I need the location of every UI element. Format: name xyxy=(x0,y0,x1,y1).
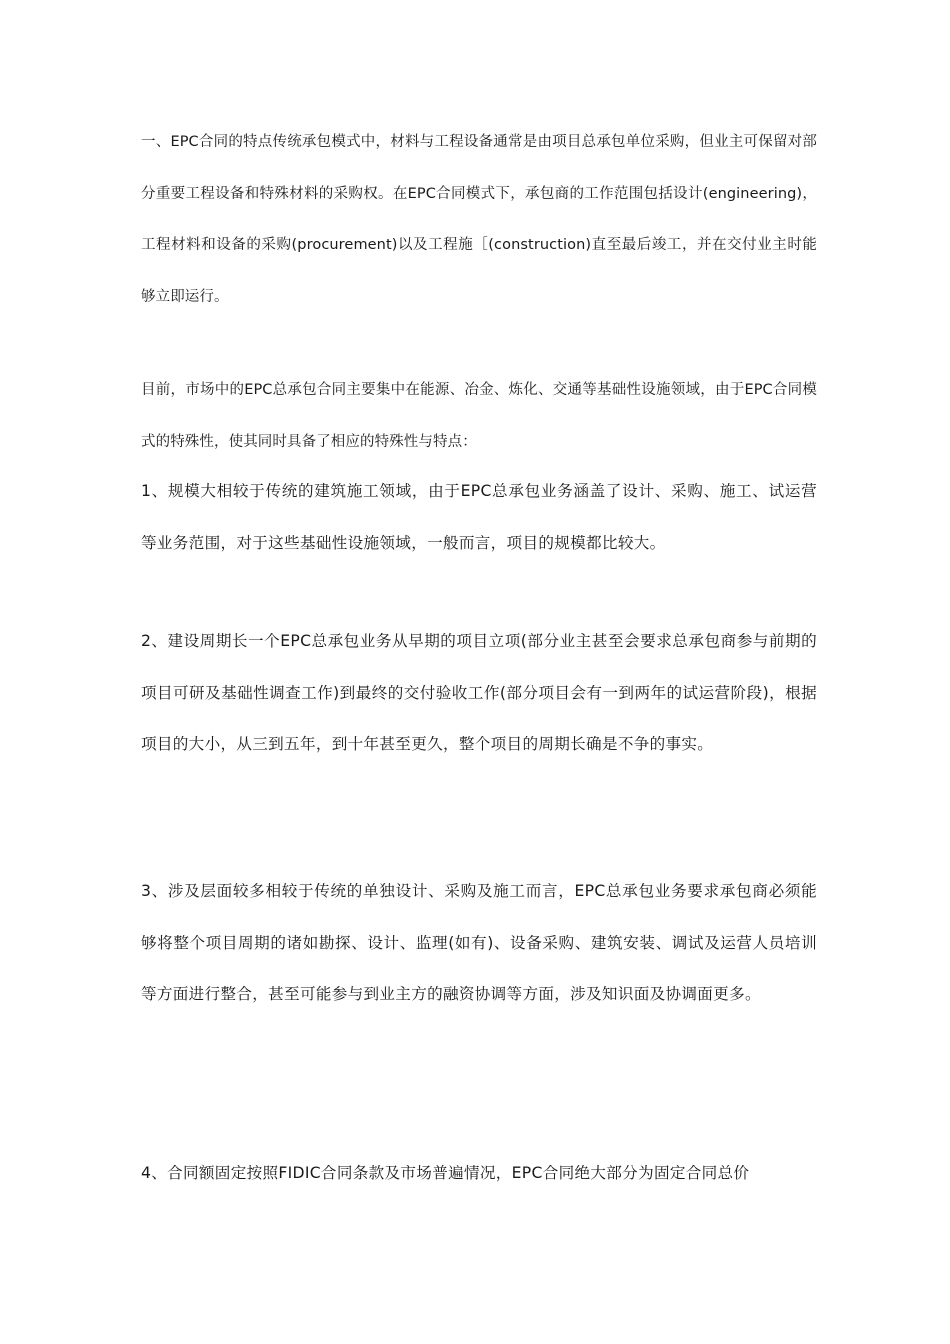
paragraph-epc-contract-features: 一、EPC合同的特点传统承包模式中，材料与工程设备通常是由项目总承包单位采购，但业主可保留对部分重要工程设备和特殊材料的采购权。在EPC合同模式下，承包商的工作范围包括设计(engineering)，工程材料和设备的采购(procurement)以及工程施［(construction)直至最后竣工，并在交付业主时能够立即运行。 xyxy=(141,134,817,305)
paragraph-point-1-large-scale: 1、规模大相较于传统的建筑施工领域，由于EPC总承包业务涵盖了设计、采购、施工、试运营等业务范围，对于这些基础性设施领域，一般而言，项目的规模都比较大。 xyxy=(141,482,817,552)
paragraph-point-2-long-period: 2、建设周期长一个EPC总承包业务从早期的项目立项(部分业主甚至会要求总承包商参与前期的项目可研及基础性调查工作)到最终的交付验收工作(部分项目会有一到两年的试运营阶段)，根据项目的大小，从三到五年，到十年甚至更久，整个项目的周期长确是不争的事实。 xyxy=(141,632,817,753)
paragraph-point-4-fixed-amount: 4、合同额固定按照FIDIC合同条款及市场普遍情况，EPC合同绝大部分为固定合同总价 xyxy=(141,1164,750,1182)
paragraph-market-overview: 目前，市场中的EPC总承包合同主要集中在能源、冶金、炼化、交通等基础性设施领域，由于EPC合同模式的特殊性，使其同时具备了相应的特殊性与特点： xyxy=(141,382,817,450)
paragraph-point-3-many-levels: 3、涉及层面较多相较于传统的单独设计、采购及施工而言，EPC总承包业务要求承包商必须能够将整个项目周期的诸如勘探、设计、监理(如有)、设备采购、建筑安装、调试及运营人员培训等方面进行整合，甚至可能参与到业主方的融资协调等方面，涉及知识面及协调面更多。 xyxy=(141,882,817,1003)
